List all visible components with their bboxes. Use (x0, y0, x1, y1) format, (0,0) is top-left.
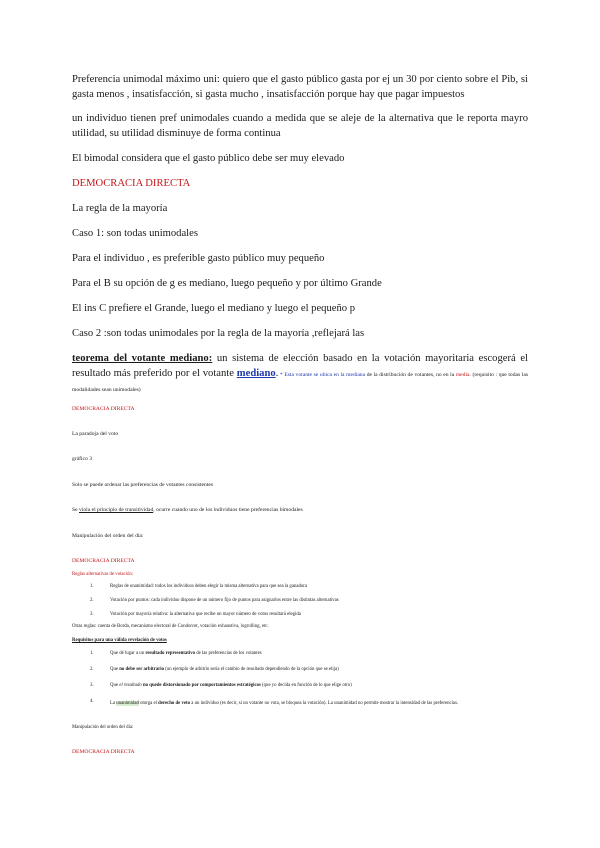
heading-democracia-directa-4: DEMOCRACIA DIRECTA (72, 749, 135, 755)
heading-democracia-directa-2: DEMOCRACIA DIRECTA (72, 406, 135, 412)
paragraph-c: El ins C prefiere el Grande, luego el mediano y luego el pequeño p (72, 303, 355, 314)
paragraph-caso-2: Caso 2 :son todas unimodales por la regla de la mayoría ,reflejará las (72, 328, 365, 339)
paragraph-unimodal: Preferencia unimodal máximo uni: quiero que el gasto público gasta por ej un 30 por ciento sobre el Pib, si gasta menos , insatisfacción, si gasta mucho , insatisfacción porque hay que pagar impuestos (72, 74, 528, 100)
paragraph-individuo: Para el individuo , es preferible gasto público muy pequeño (72, 253, 325, 264)
unanimidad-highlight: unanimidad (116, 701, 139, 706)
heading-regla-mayoria: La regla de la mayoría (72, 203, 168, 214)
paragraph-grafico-3: gráfico 3 (72, 456, 93, 462)
heading-reglas-alternativas: Reglas alternativas de votación: (72, 572, 134, 577)
paragraph-manipulacion: Manipulación del orden del día: (72, 533, 144, 539)
paragraph-transitividad: Se viola el principio de transitividad, ocurre cuando uno de los individuos tiene preferencias bimodales (72, 507, 303, 513)
heading-democracia-directa: DEMOCRACIA DIRECTA (72, 178, 191, 189)
teorema-term: teorema del votante mediano: (72, 353, 213, 364)
paragraph-b: Para el B su opción de g es mediano, luego pequeño y por último Grande (72, 278, 382, 289)
mediano-link[interactable]: mediano (236, 368, 276, 379)
paragraph-bimodal: El bimodal considera que el gasto público debe ser muy elevado (72, 153, 345, 164)
teorema-text: un sistema de elección basado en la votación mayoritaria escogerá el resultado más preferido por el votante (72, 353, 528, 379)
paragraph-manipulacion-2: Manipulación del orden del día: (72, 725, 134, 730)
document-page: Preferencia unimodal máximo uni: quiero que el gasto público gasta por ej un 30 por ciento sobre el Pib, si gasta menos , insatisfacción, si gasta mucho , insatisfacción porque hay que pagar impuestos un individuo tienen pref unimodales cuando a medida que se aleje de la alternativa que le reporta mayro utilidad, su utilidad disminuye de forma continua El bimodal considera que el gasto público debe ser muy elevado DEMOCRACIA DIRECTA La regla de la mayoría Caso 1: son todas unimodales Para el individuo , es preferible gasto público muy pequeño Para el B su opción de g es mediano, luego pequeño y por último Grande El ins C prefiere el Grande, luego el mediano y luego el pequeño p Caso 2 :son todas unimodales por la regla de la mayoría ,reflejará las teorema del votante mediano: un sistema de elección basado en la votación mayoritaria escogerá el resultado más preferido por el votante mediano. * Esta votante se ubica en la mediana de la distribución de votantes, no en la media. (requisito : que todas las modalidades sean unimodales) DEMOCRACIA DIRECTA La paradoja del voto gráfico 3 Solo se puede ordenar las preferencias de votantes consistentes Se viola el principio de transitividad, ocurre cuando uno de los individuos tiene preferencias bimodales Manipulación del orden del día: DEMOCRACIA DIRECTA Reglas alternativas de votación: 1. Reglas de unanimidad: todos los individuos deben elegir la misma alternativa para que sea la ganadora 2. Votación por puntos: cada individuo dispone de un número fijo de puntos para asignarlos entre las distintas alternativas 3. Votación por mayoría relativa: la alternativa que recibe un mayor número de votos resultará elegida Otras reglas: cuenta de Borda, mecanismo electoral de Condorcet, votación exhaustiva, logrolling, etc. Requisitos para una válida revelación de votos 1. Que dé lugar a un resultado representativo de las preferencias de los votantes 2. Que no debe ser arbitrario (un ejemplo de arbitrio sería el cambio de resultado dependiendo de la opción que se elija) 3. Que el resultado no quede distorsionado por comportamientos estratégicos (que yo decida en función de lo que elige otro) 4. La unanimidad otorga el derecho de veto a un individuo (es decir, si un votante no vota, se bloquea la votación). La unanimidad no permite mostrar la intensidad de las preferencias. Manipulación del orden del día: DEMOCRACIA DIRECTA (72, 74, 528, 755)
heading-democracia-directa-3: DEMOCRACIA DIRECTA (72, 558, 135, 564)
paragraph-paradoja-voto: La paradoja del voto (72, 431, 119, 437)
paragraph-preferencias-consistentes: Solo se puede ordenar las preferencias de votantes consistentes (72, 482, 214, 488)
teorema-footnote: * Esta votante se ubica en la mediana de la distribución de votantes, no en la media. (requisito : que todas las modalidades sean unimodales) (72, 372, 528, 393)
paragraph-caso-1: Caso 1: son todas unimodales (72, 228, 198, 239)
paragraph-otras-reglas: Otras reglas: cuenta de Borda, mecanismo electoral de Condorcet, votación exhaustiva, logrolling, etc. (72, 624, 269, 629)
paragraph-unimodal-definition: un individuo tienen pref unimodales cuando a medida que se aleje de la alternativa que le reporta mayro utilidad, su utilidad disminuye de forma continua (72, 113, 528, 139)
paragraph-teorema-votante-mediano: teorema del votante mediano: un sistema de elección basado en la votación mayoritaria escogerá el resultado más preferido por el votante mediano. * Esta votante se ubica en la mediana de la distribución de votantes, no en la media. (requisito : que todas las modalidades sean unimodales) (72, 353, 528, 393)
heading-requisitos: Requisitos para una válida revelación de votos (72, 638, 167, 643)
transitividad-link: viola el principio de transitividad (79, 507, 154, 513)
